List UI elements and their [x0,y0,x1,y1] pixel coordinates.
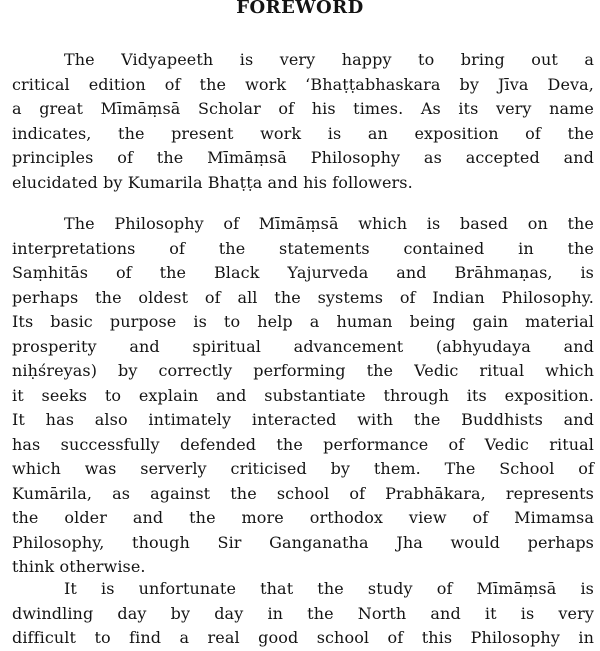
text-line: principles of the Mīmāṃsā Philosophy as accepted and [12,148,594,167]
text-line: Its basic purpose is to help a human being gain material [12,312,594,331]
text-line: Kumārila, as against the school of Prabhākara, represents [12,483,594,503]
paragraph-2 [12,212,594,580]
text-line: interpretations of the statements contained in the [12,238,594,258]
text-line: It is unfortunate that the study of Mīmāṃsā is [64,579,594,598]
text-line: difficult to find a real good school of this Philosophy in [12,628,594,647]
text-line: critical edition of the work ‘Bhaṭṭabhaskara by Jīva Deva, [12,74,594,94]
text-line: dwindling day by day in the North and it is very [12,603,594,623]
text-line: which was serverly criticised by them. The School of [12,459,594,478]
text-line: The Philosophy of Mīmāṃsā which is based on the [64,214,594,233]
text-line: indicates, the present work is an exposition of the [12,123,594,143]
paragraph-3 [12,577,594,651]
text-line: a great Mīmāṃsā Scholar of his times. As its very name [12,99,594,118]
text-line: think otherwise. [12,557,146,576]
text-line: The Vidyapeeth is very happy to bring out a [64,50,594,69]
text-line: it seeks to explain and substantiate through its exposition. [12,385,594,405]
text-line: niḥśreyas) by correctly performing the Vedic ritual which [12,361,594,380]
text-line: prosperity and spiritual advancement (abhyudaya and [12,336,594,356]
text-line: It has also intimately interacted with the Buddhists and [12,410,594,429]
text-line: Philosophy, though Sir Ganganatha Jha would perhaps [12,532,594,552]
text-line: the older and the more orthodox view of Mimamsa [12,508,594,527]
paragraph-1 [12,48,594,195]
text-line: elucidated by Kumarila Bhaṭṭa and his followers. [12,172,413,192]
text-line: perhaps the oldest of all the systems of Indian Philosophy. [12,287,594,307]
text-line: Saṃhitās of the Black Yajurveda and Brāhmaṇas, is [12,263,594,282]
page-title: FOREWORD [236,0,364,18]
text-line: has successfully defended the performance of Vedic ritual [12,434,594,454]
